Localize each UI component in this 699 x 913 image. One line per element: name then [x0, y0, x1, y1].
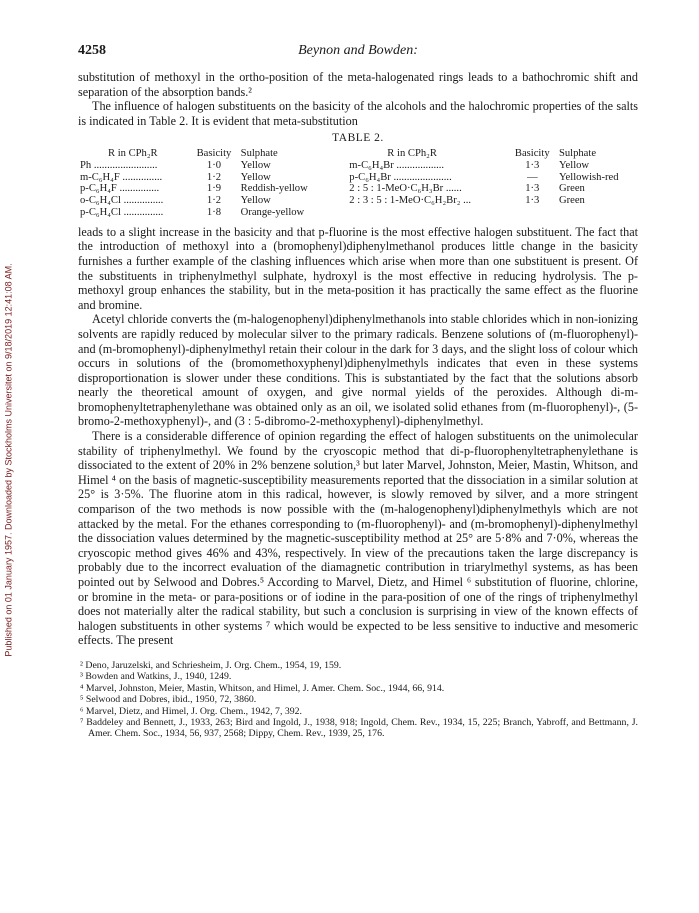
table-cell: 1·3: [525, 195, 540, 207]
table-cell: 1·2: [206, 171, 222, 183]
intro-paragraph-1: substitution of methoxyl in the ortho-position of the meta-halogenated rings leads to a bathochromic shift and separation of the absorption bands.²: [78, 70, 638, 99]
running-title: Beynon and Bowden:: [298, 43, 418, 58]
body-paragraph-2: Acetyl chloride converts the (m-halogenophenyl)diphenylmethanols into stable chlorides which in non-ionizing solvents are rapidly reduced by molecular silver to the primary radicals. Benzene solutions of (m-fluorophenyl)- and (m-bromophenyl)-diphenylmethyl retain their colour in the dark for 3 days, and the slight loss of colour which occurs in solutions of the (bromomethoxyphenyl)diphenylmethyls indicates that even in these systems disproportionation is slower under these conditions. This is substantiated by the fact that the solutions absorb nearly the theoretical amount of oxygen, and give normal yields of the peroxides. Although di-m-bromophenyltetraphenylethane was obtained only as an oil, we isolated solid ethanes from (m-fluorophenyl)-, (5-bromo-2-methoxyphenyl)-, and (3 : 5-dibromo-2-methoxyphenyl)-diphenylmethyl.: [78, 312, 638, 429]
publication-side-note: [2, 30, 16, 890]
table-cell: 2 : 3 : 5 : 1-MeO·C₆H₂Br₂ ...: [349, 195, 472, 207]
footnote-5: ⁵ Selwood and Dobres, ibid., 1950, 72, 3860.: [80, 694, 257, 706]
table-cell: 1·8: [206, 206, 222, 218]
page-number: 4258: [78, 43, 106, 58]
table-cell: 1·9: [206, 183, 222, 195]
col-header-r-left: R in CPh₂R: [108, 147, 158, 159]
table-row: [78, 160, 638, 172]
table-cell: p-C₆H₄F ...............: [80, 183, 160, 195]
table-cell: 1·3: [525, 183, 540, 195]
page-header: [78, 44, 638, 66]
journal-page: [78, 44, 638, 740]
table-cell: p-C₆H₄Cl ...............: [80, 206, 164, 218]
table-row: [78, 195, 638, 207]
intro-paragraph-2: The influence of halogen substituents on the basicity of the alcohols and the halochromic properties of the salts is indicated in Table 2. It is evident that meta-substitution: [78, 99, 638, 128]
table-cell: 2 : 5 : 1-MeO·C₆H₃Br ......: [349, 183, 462, 195]
table-cell: [347, 207, 507, 219]
table-cell: 1·0: [206, 159, 222, 171]
table-cell: 1·2: [206, 195, 222, 207]
table-cell: Yellow: [558, 159, 590, 171]
col-header-r-right: R in CPh₂R: [387, 147, 437, 159]
table-cell: 1·3: [525, 159, 540, 171]
side-note-text: Published on 01 January 1957. Downloaded by Stockholms Universitet on 9/18/2019 12:41:08 AM.: [4, 263, 15, 657]
col-header-sulphate-left: Sulphate: [240, 147, 278, 159]
table-cell: Reddish-yellow: [240, 183, 308, 195]
body-paragraph-1: leads to a slight increase in the basicity and that p-fluorine is the most effective halogen substituent. The fact that the introduction of methoxyl into a (bromophenyl)diphenylmethanol produces little change in the basicity furnishes a further example of the clashing influences which arise when more than one substituent is present. Of the substituents in triphenylmethyl sulphate, hydroxyl is the most effective in reducing hydrolysis. The p-methoxyl group enhances the stability, but in the meta-position it has practically the same effect as the fluorine and bromine.: [78, 224, 638, 312]
table-cell: Yellow: [240, 195, 271, 207]
col-header-basicity-right: Basicity: [514, 147, 550, 159]
table-cell: p-C₆H₄Br ......................: [349, 171, 452, 183]
table-cell: Green: [558, 183, 585, 195]
table-cell: o-C₆H₄Cl ...............: [80, 195, 164, 207]
table-header-row: [78, 148, 638, 160]
table-2: [78, 148, 638, 219]
body-paragraph-3: There is a considerable difference of opinion regarding the effect of halogen substituents on the unimolecular stability of triphenylmethyl. We found by the cryoscopic method that di-p-fluorophenyltetraphenylethane is dissociated to the extent of 20% in 2% benzene solution,³ but later Marvel, Johnston, Meier, Mastin, Whitson, and Himel ⁴ on the basis of magnetic-susceptibility measurements reported that the dissociation in a similar solution at 25° is 3·5%. The fluorine atom in this radical, however, is slowly removed by silver, and a more stringent comparison of the two methods is now possible with the (m-halogenophenyl)diphenylmethyls which are not attacked by the metal. For the ethanes corresponding to (m-fluorophenyl)- and (m-bromophenyl)-diphenylmethyl the dissociation values determined by the magnetic-susceptibility method at 25° are 5·8% and 7·0%, whereas the cryoscopic method gives 46% and 43%, respectively. In view of the precautions taken the large discrepancy is probably due to the incorrect evaluation of the diamagnetic contribution in triarylmethyl systems, as has been pointed out by Selwood and Dobres.⁵ According to Marvel, Dietz, and Himel ⁶ substitution of fluorine, chlorine, or bromine in the meta- or para-positions or of iodine in the para-position of one of the rings of triphenylmethyl does not materially alter the radical stability, but such a conclusion is surprising in view of the known effects of halogen substituents in other systems ⁷ which would be expected to be less sensitive to inductive and mesomeric effects. The present: [78, 429, 638, 648]
col-header-sulphate-right: Sulphate: [558, 147, 597, 159]
footnote-2: ² Deno, Jaruzelski, and Schriesheim, J. Org. Chem., 1954, 19, 159.: [80, 659, 342, 671]
table-cell: Yellowish-red: [558, 171, 619, 183]
table-cell: Yellow: [240, 159, 271, 171]
footnote-7: ⁷ Baddeley and Bennett, J., 1933, 263; Bird and Ingold, J., 1938, 918; Ingold, Chem. Rev., 1934, 15, 225; Branch, Yabroff, and Bettmann, J. Amer. Chem. Soc., 1934, 56, 937, 2568; Dippy, Chem. Rev., 1939, 25, 176.: [80, 717, 638, 740]
table-cell: Orange-yellow: [240, 206, 305, 218]
table-cell: m-C₆H₄Br ..................: [349, 159, 445, 171]
table-caption: TABLE 2.: [332, 132, 384, 145]
footnotes: [78, 660, 638, 740]
table-cell: [557, 207, 638, 219]
table-cell: Ph ........................: [80, 159, 158, 171]
table-cell: m-C₆H₄F ...............: [80, 171, 163, 183]
table-cell: Green: [558, 195, 585, 207]
table-cell: Yellow: [240, 171, 271, 183]
table-cell: [508, 207, 557, 219]
col-header-basicity-left: Basicity: [196, 147, 232, 159]
footnote-4: ⁴ Marvel, Johnston, Meier, Mastin, Whitson, and Himel, J. Amer. Chem. Soc., 1944, 66, 914.: [80, 682, 445, 694]
table-row: [78, 183, 638, 195]
table-row: [78, 172, 638, 184]
table-cell: —: [526, 171, 538, 183]
footnote-3: ³ Bowden and Watkins, J., 1940, 1249.: [80, 671, 232, 683]
footnote-6: ⁶ Marvel, Dietz, and Himel, J. Org. Chem., 1942, 7, 392.: [80, 705, 302, 717]
table-row: [78, 207, 638, 219]
